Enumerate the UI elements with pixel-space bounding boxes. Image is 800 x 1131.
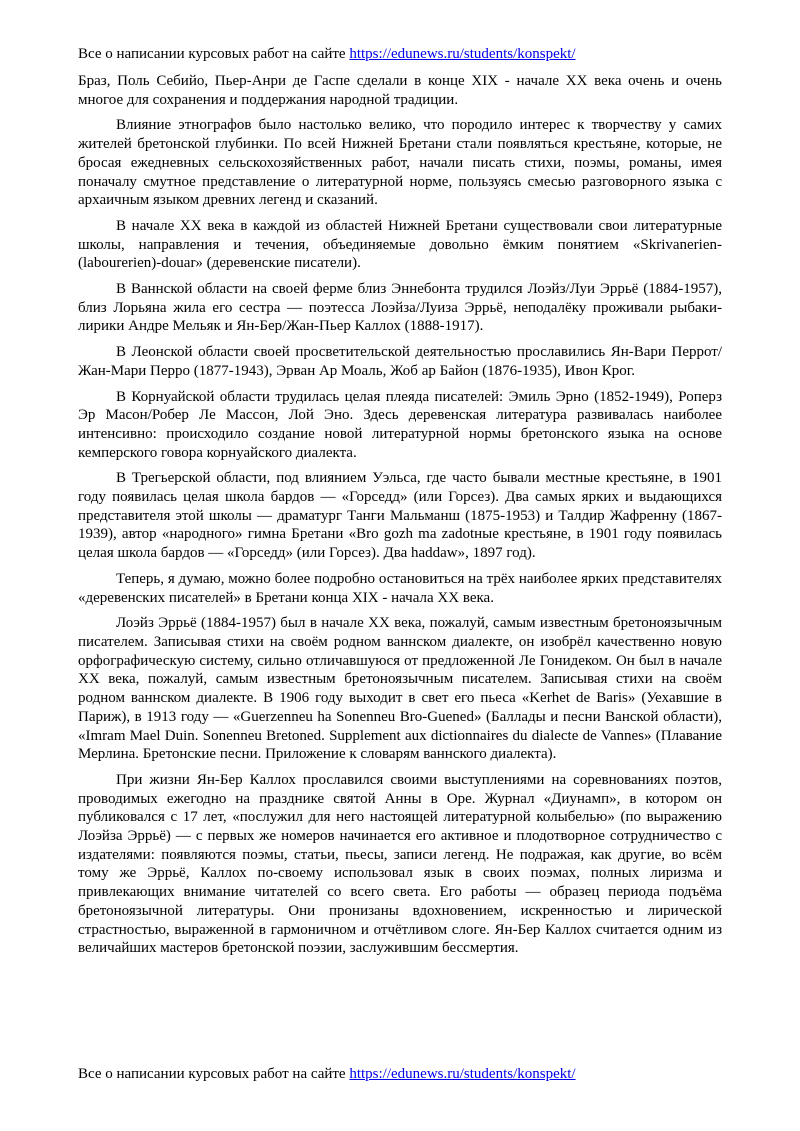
header-link[interactable]: https://edunews.ru/students/konspekt/ [349,46,576,62]
footer-line [78,1064,722,1084]
paragraph-4: В Ваннской области на своей ферме близ Эннебонта трудился Лоэйз/Луи Эррьё (1884-1957), близ Лорьяна жила его сестра — поэтесса Лоэйза/Луиза Эррьё, неподалёку проживали рыбаки-лирики Андре Мельяк и Ян-Бер/Жан-Пьер Каллох (1888-1917). [78,281,722,335]
paragraph-9: Лоэйз Эррьё (1884-1957) был в начале XX века, пожалуй, самым известным бретоноязычным писателем. Записывая стихи на своём родном ваннском диалекте, он изобрёл качественно новую орфографическую систему, сильно отличавшуюся от предложенной Ле Гонидеком. Он был в начале XX века, пожалуй, самым известным бретоноязычным писателем. Записывая стихи на своём родном ваннском диалекте. В 1906 году выходит в свет его пьеса «Kerhet de Baris» (Уехавшие в Париж), в 1913 году — «Guerzenneu ha Sonenneu Bro-Guened» (Баллады и песни Ванской области), «Imram Mael Duin. Sonenneu Bretoned. Supplement aux dictionnaires du dialecte de Vannes» (Плавание Мерлина. Бретонские песни. Приложение к словарям ваннского диалекта). [78,615,722,763]
paragraph-6: В Корнуайской области трудилась целая плеяда писателей: Эмиль Эрно (1852-1949), Роперз Эр Масон/Робер Ле Массон, Лой Эно. Здесь деревенская литература развивалась наиболее интенсивно: происходило создание новой литературной нормы бретонского языка на основе кемперского говора корнуайского диалекта. [78,388,722,461]
footer-link[interactable]: https://edunews.ru/students/konspekt/ [349,1066,576,1082]
paragraph-8: Теперь, я думаю, можно более подробно остановиться на трёх наиболее ярких представителях «деревенских писателей» в Бретани конца XIX - начала XX века. [78,570,722,606]
paragraph-1: Браз, Поль Себийо, Пьер-Анри де Гаспе сделали в конце XIX - начале XX века очень и очень многое для сохранения и поддержания народной традиции. [78,73,722,108]
document-page [78,44,722,965]
paragraph-3: В начале XX века в каждой из областей Нижней Бретани существовали свои литературные школы, направления и течения, объединяемые довольно ёмким понятием «Skrivanerien-(labourerien)-douar» (деревенские писатели). [78,217,722,272]
paragraph-7: В Трегьерской области, под влиянием Уэльса, где часто бывали местные крестьяне, в 1901 году появилась целая школа бардов — «Горседд» (или Горсез). Два самых ярких и выдающихся представителя этой школы — драматург Танги Мальманш (1875-1953) и Талдир Жафренну (1867-1939), автор «народного» гимна Бретани «Bro gozh ma zadotные крестьяне, в 1901 году появилась целая школа бардов — «Горседд» (или Горсез). Два haddaw», 1897 год). [78,470,722,562]
page-header [78,44,722,64]
header-text: Все о написании курсовых работ на сайте [78,46,350,62]
page-footer [78,1064,722,1084]
paragraph-2: Влияние этнографов было настолько велико, что породило интерес к творчеству у самих жителей бретонской глубинки. По всей Нижней Бретани стали появляться крестьяне, которые, не бросая ежедневных сельскохозяйственных работ, начали писать стихи, поэмы, романы, имея поначалу смутное представление о литературной норме, пользуясь смесью разговорного языка с архаичным языком древних легенд и сказаний. [78,117,722,209]
paragraph-5: В Леонской области своей просветительской деятельностью прославились Ян-Вари Перрот/Жан-Мари Перро (1877-1943), Эрван Ар Моаль, Жоб ар Байон (1876-1935), Ивон Крог. [78,344,722,379]
document-body [78,72,722,958]
footer-text: Все о написании курсовых работ на сайте [78,1066,350,1082]
paragraph-10: При жизни Ян-Бер Каллох прославился своими выступлениями на соревнованиях поэтов, проводимых ежегодно на празднике святой Анны в Оре. Журнал «Диунамп», в котором он публиковался с 17 лет, «послужил для него настоящей литературной колыбелью» (по выражению Лоэйза Эррьё) — с первых же номеров начинается его активное и плодотворное сотрудничество с издателями: появляются поэмы, статьи, пьесы, записи легенд. Не подражая, как другие, во всём тому же Эррьё, Каллох по-своему использовал язык в своих поэмах, полных лиризма и привлекающих внимание читателей со всего света. Его работы — образец периода подъёма бретоноязычной литературы. Они пронизаны вдохновением, искренностью и лирической страстностью, выраженной в гармоничном и отчётливом слоге. Ян-Бер Каллох считается одним из величайших мастеров бретонской поэзии, заслужившим бессмертия. [78,771,722,957]
